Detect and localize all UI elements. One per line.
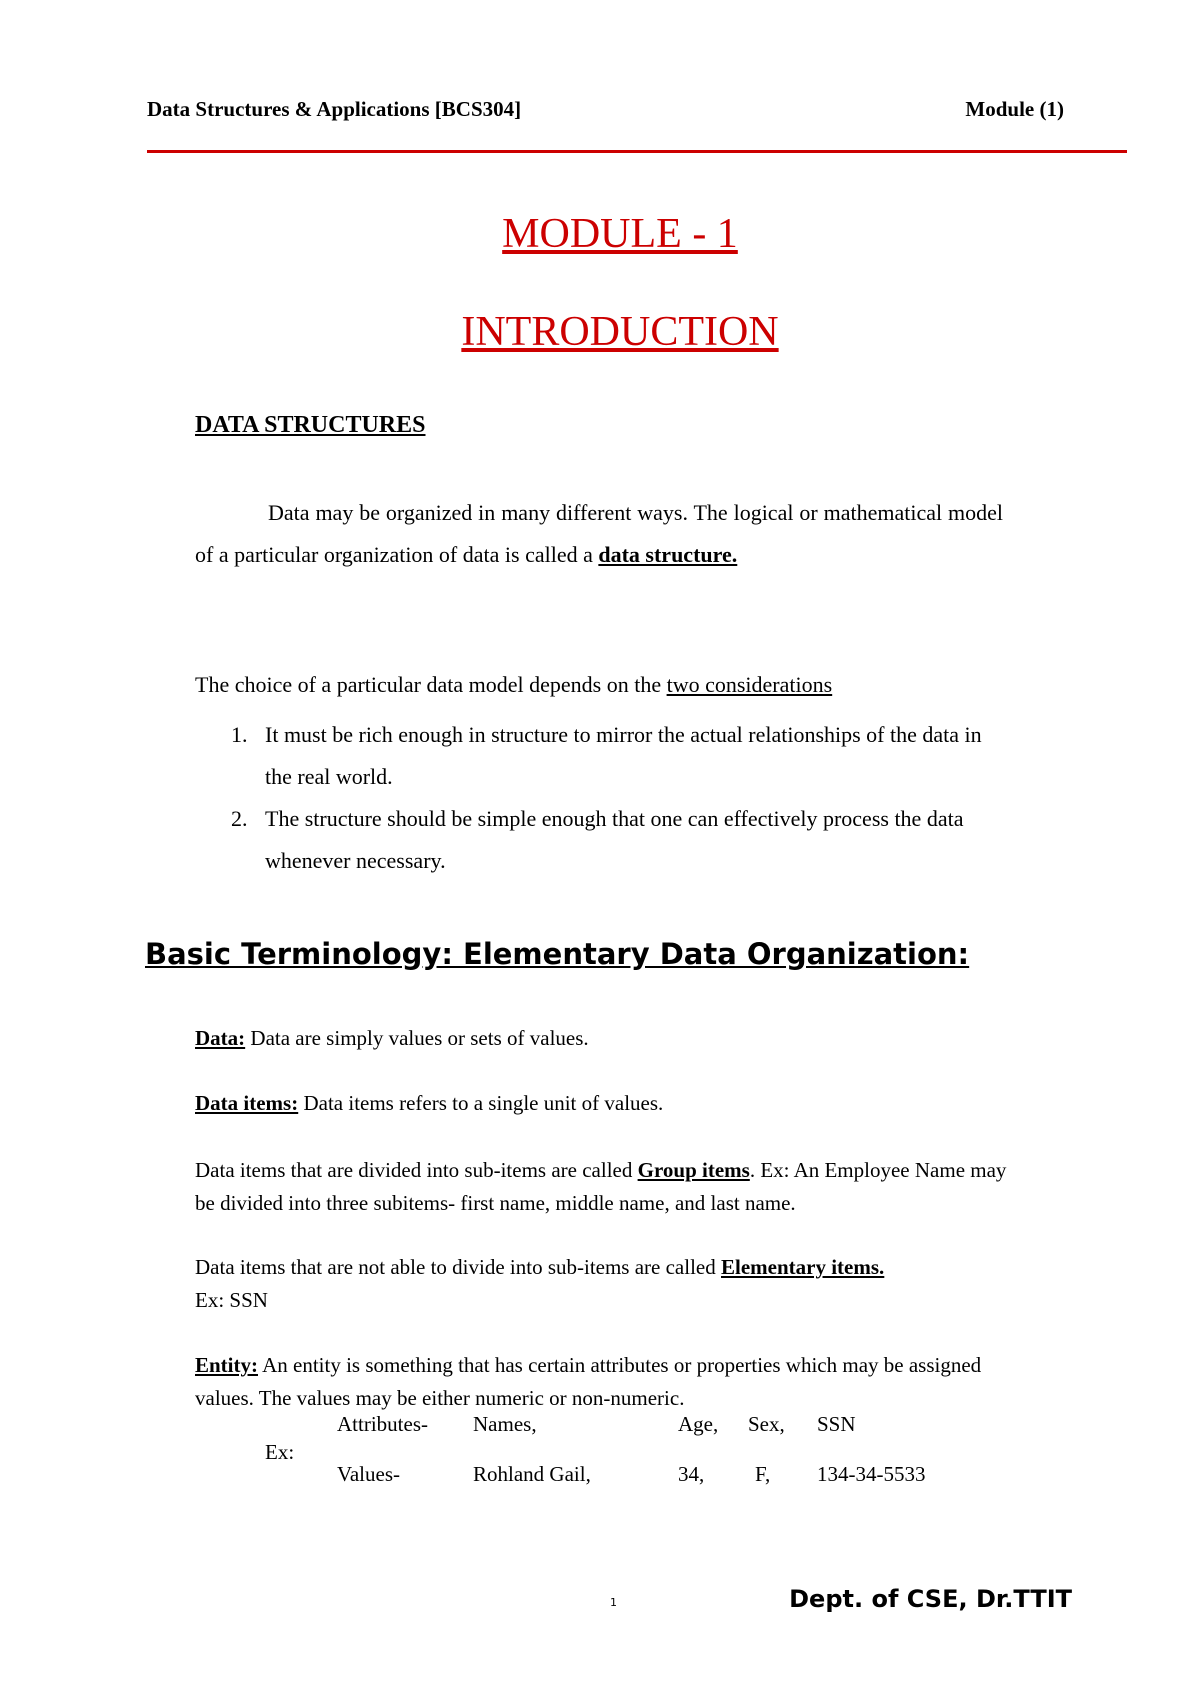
term-data-items-text: Data items refers to a single unit of values. — [298, 1091, 664, 1115]
list-item-text: The structure should be simple enough that one can effectively process the data whenever necessary. — [265, 806, 964, 873]
elementary-items-label: Elementary items. — [721, 1255, 885, 1279]
header-divider — [147, 150, 1127, 153]
group-items-label: Group items — [637, 1158, 750, 1182]
choice-lead-text: The choice of a particular data model depends on the — [195, 672, 667, 697]
values-row-cell: 134-34-5533 — [817, 1462, 926, 1486]
term-data-label: Data: — [195, 1026, 246, 1050]
header-module-label: Module (1) — [965, 97, 1064, 121]
header-course-title: Data Structures & Applications [BCS304] — [147, 97, 522, 121]
values-row-cell: F, — [755, 1462, 771, 1486]
group-lead-text: Data items that are divided into sub-items are called — [195, 1158, 638, 1182]
list-item — [195, 798, 985, 882]
term-data-items-label: Data items: — [195, 1091, 299, 1115]
example-label: Ex: — [265, 1440, 295, 1464]
footer-department: Dept. of CSE, Dr.TTIT — [789, 1585, 1072, 1613]
elementary-tail-text: Ex: SSN — [195, 1288, 268, 1312]
footer-page-number: 1 — [610, 1596, 617, 1609]
elementary-lead-text: Data items that are not able to divide into sub-items are called — [195, 1255, 721, 1279]
values-row-cell: Values- — [337, 1462, 400, 1486]
definition-emphasis: data structure. — [598, 542, 738, 567]
considerations-list — [195, 714, 985, 882]
list-item-text: It must be rich enough in structure to mirror the actual relationships of the data in the real world. — [265, 722, 982, 789]
attributes-row-cell: SSN — [817, 1412, 856, 1436]
attributes-row-cell: Attributes- — [337, 1412, 428, 1436]
module-title: MODULE - 1 — [502, 211, 738, 257]
list-item — [195, 714, 985, 798]
definition-lead-text: Data may be organized in many different ways. The logical or mathematical model of a particular organization of data is called a — [195, 500, 1003, 567]
term-entity-label: Entity: — [195, 1353, 258, 1377]
introduction-title: INTRODUCTION — [461, 309, 779, 355]
term-data — [195, 1022, 1015, 1055]
terminology-heading: Basic Terminology: Elementary Data Organization: — [145, 937, 970, 971]
attributes-row-cell: Sex, — [748, 1412, 785, 1436]
term-entity — [195, 1349, 1015, 1415]
section-heading-data-structures: DATA STRUCTURES — [195, 412, 426, 438]
choice-sentence — [195, 672, 832, 698]
values-row-cell: 34, — [678, 1462, 705, 1486]
values-row-cell: Rohland Gail, — [473, 1462, 591, 1486]
term-elementary-items — [195, 1251, 1015, 1317]
term-entity-text: An entity is something that has certain attributes or properties which may be assigned values. The values may be either numeric or non-numeric. — [195, 1353, 982, 1410]
choice-underlined-text: two considerations — [666, 672, 833, 697]
group-tail-text: . Ex: An Employee Name may be divided into three subitems- first name, middle name, and last name. — [195, 1158, 1007, 1215]
list-item-number: 2. — [231, 806, 248, 831]
data-structure-definition-paragraph — [195, 492, 1003, 576]
term-data-text: Data are simply values or sets of values. — [245, 1026, 589, 1050]
attributes-row-cell: Names, — [473, 1412, 537, 1436]
list-item-number: 1. — [231, 722, 248, 747]
term-group-items — [195, 1154, 1015, 1220]
term-data-items — [195, 1087, 1015, 1120]
attributes-row-cell: Age, — [678, 1412, 719, 1436]
